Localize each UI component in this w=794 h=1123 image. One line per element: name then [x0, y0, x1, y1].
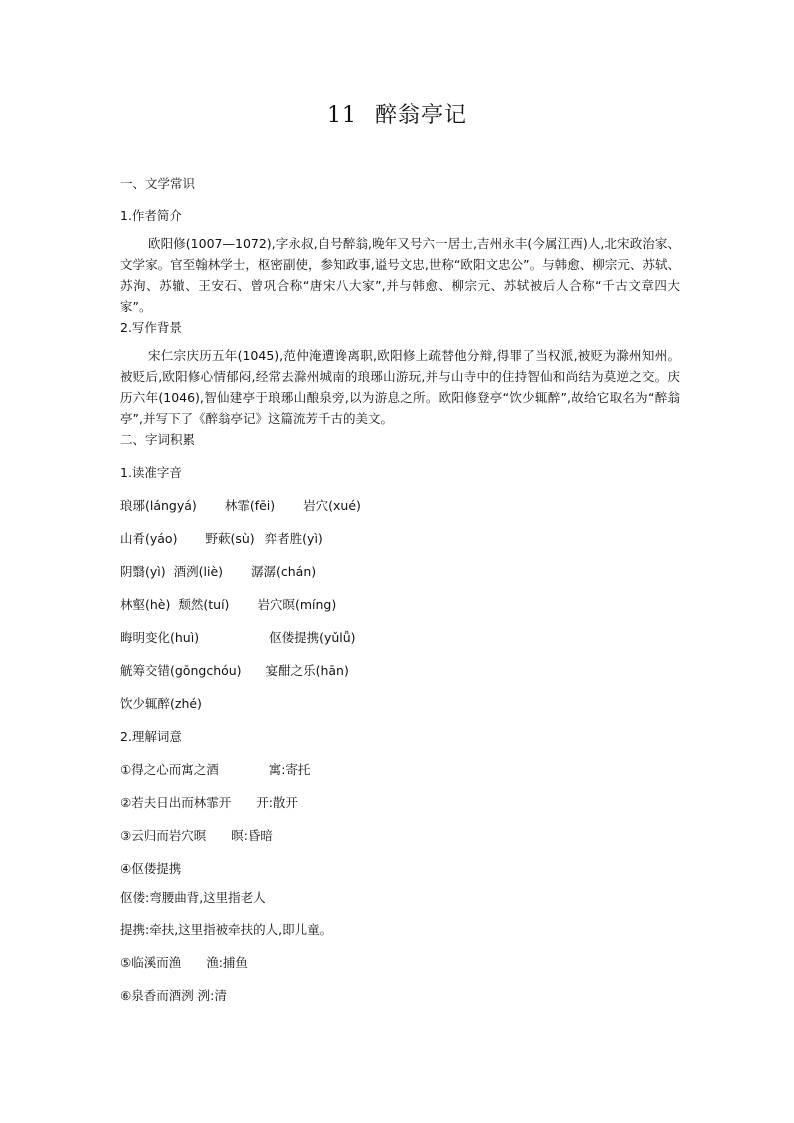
pron-item: 山肴(yáo)	[120, 531, 178, 546]
pron-item: 岩穴暝(míng)	[257, 597, 337, 612]
subheading-author: 1.作者简介	[120, 208, 182, 223]
pron-item: 晦明变化(huì)	[120, 630, 200, 645]
pron-item: 阴翳(yì)	[120, 564, 166, 579]
section-heading-literature: 一、文学常识	[120, 176, 196, 191]
pron-item: 饮少辄醉(zhé)	[120, 696, 202, 711]
meaning-item: ⑤临溪而渔 渔:捕鱼	[120, 955, 248, 970]
pron-item: 颓然(tuí)	[178, 597, 230, 612]
meaning-item: ③云归而岩穴暝 暝:昏暗	[120, 828, 273, 843]
pron-row	[120, 562, 316, 580]
pron-row	[120, 595, 336, 613]
lesson-number: 11	[326, 103, 357, 128]
author-paragraph: 欧阳修(1007—1072),字永叔,自号醉翁,晚年又号六一居士,吉州永丰(今属江西)人,北宋政治家、文学家。官至翰林学士，枢密副使，参知政事,谥号文忠,世称“欧阳文忠公”。与韩愈、柳宗元、苏轼、苏洵、苏辙、王安石、曾巩合称“唐宋八大家”,并与韩愈、柳宗元、苏轼被后人合称“千古文章四大家”。	[120, 236, 680, 314]
meaning-item: ①得之心而寓之酒 寓:寄托	[120, 762, 311, 777]
pron-row	[120, 496, 361, 514]
pron-item: 酒洌(liè)	[173, 564, 224, 579]
subheading-background: 2.写作背景	[120, 320, 182, 335]
meaning-item: ⑥泉香而酒洌 洌:清	[120, 988, 227, 1003]
subheading-meaning: 2.理解词意	[120, 729, 182, 744]
meaning-item: 伛偻:弯腰曲背,这里指老人	[120, 890, 266, 905]
subheading-pronunciation: 1.读准字音	[120, 465, 182, 480]
meaning-item: ④伛偻提携	[120, 861, 182, 876]
pron-item: 林壑(hè)	[120, 597, 171, 612]
pron-item: 岩穴(xué)	[303, 498, 361, 513]
pron-row	[120, 529, 323, 547]
pron-row	[120, 661, 349, 679]
pron-row	[120, 694, 202, 712]
lesson-title: 醉翁亭记	[374, 103, 467, 128]
meaning-item: ②若夫日出而林霏开 开:散开	[120, 795, 298, 810]
pron-item: 伛偻提携(yǔlǚ)	[269, 630, 356, 645]
pron-item: 潺潺(chán)	[251, 564, 317, 579]
pron-item: 林霏(fēi)	[224, 498, 276, 513]
meaning-item: 提携:牵扶,这里指被牵扶的人,即儿童。	[120, 922, 333, 937]
pron-item: 琅琊(lángyá)	[120, 498, 197, 513]
background-paragraph: 宋仁宗庆历五年(1045),范仲淹遭谗离职,欧阳修上疏替他分辩,得罪了当权派,被贬为滁州知州。被贬后,欧阳修心情郁闷,经常去滁州城南的琅琊山游玩,并与山寺中的住持智仙和尚结为莫逆之交。庆历六年(1046),智仙建亭于琅琊山酿泉旁,以为游息之所。欧阳修登亭“饮少辄醉”,故给它取名为“醉翁亭”,并写下了《醉翁亭记》这篇流芳千古的美文。	[120, 348, 680, 426]
pron-item: 觥筹交错(gōngchóu)	[120, 663, 242, 678]
page-title	[0, 98, 794, 129]
section-heading-vocab: 二、字词积累	[120, 432, 196, 447]
pron-item: 弈者胜(yì)	[264, 531, 323, 546]
pron-item: 宴酣之乐(hān)	[265, 663, 349, 678]
pron-item: 野蔌(sù)	[205, 531, 255, 546]
pron-row	[120, 628, 356, 646]
